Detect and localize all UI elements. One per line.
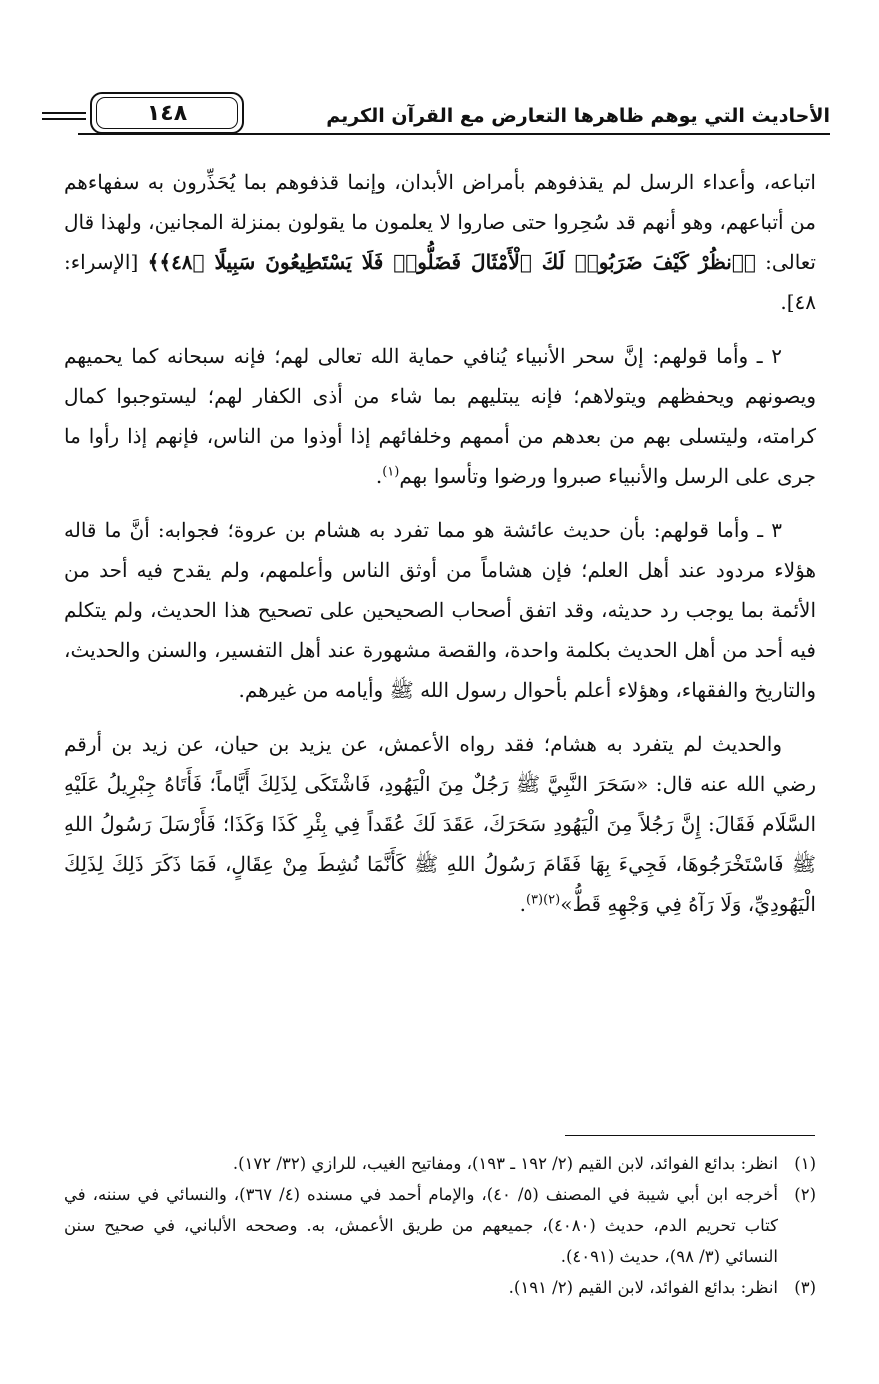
paragraph-1-text: اتباعه، وأعداء الرسل لم يقذفوهم بأمراض الأبدان، وإنما قذفوهم بما يُحَذِّرون به سفهاءهم من أتباعهم، وهو أنهم قد سُحِروا حتى صاروا لا يعلمون ما يقولون بمنزلة المجانين، ولهذا قال تعالى: bbox=[64, 170, 816, 274]
paragraph-2-end: . bbox=[375, 464, 383, 488]
paragraph-4-text: والحديث لم يتفرد به هشام؛ فقد رواه الأعمش، عن يزيد بن حيان، عن زيد بن أرقم رضي الله عنه قال: bbox=[64, 732, 816, 796]
footnote-text: أخرجه ابن أبي شيبة في المصنف (٥/ ٤٠)، والإمام أحمد في مسنده (٤/ ٣٦٧)، والنسائي في سننه، في كتاب تحريم الدم، حديث (٤٠٨٠)، جميعهم من طريق الأعمش، به. وصححه الألباني، في صحيح سنن النسائي (٣/ ٩٨)، حديث (٤٠٩١). bbox=[64, 1185, 779, 1266]
quran-verse: ﴿ٱنظُرْ كَيْفَ ضَرَبُوا۟ لَكَ ٱلْأَمْثَالَ فَضَلُّوا۟ فَلَا يَسْتَطِيعُونَ سَبِيلًا ﴿٤٨﴾﴾ bbox=[147, 250, 756, 274]
footnote-2 bbox=[64, 1179, 816, 1272]
footnote-marker-2-3[interactable]: (٢)(٣) bbox=[525, 892, 561, 908]
hadith-text: «سَحَرَ النَّبِيَّ ﷺ رَجُلٌ مِنَ الْيَهُودِ، فَاشْتَكَى لِذَلِكَ أَيَّاماً؛ فَأَتَاهُ جِبْرِيلُ عَلَيْهِ السَّلَام فَقَالَ: إِنَّ رَجُلاً مِنَ الْيَهُودِ سَحَرَكَ، عَقَدَ لَكَ عُقَداً فِي بِئْرِ كَذَا وَكَذَا؛ فَأَرْسَلَ رَسُولُ اللهِ ﷺ فَاسْتَخْرَجُوهَا، فَجِيءَ بِهَا فَقَامَ رَسُولُ اللهِ ﷺ كَأَنَّمَا نُشِطَ مِنْ عِقَالٍ، فَمَا ذَكَرَ ذَلِكَ لِذَلِكَ الْيَهُودِيِّ، وَلَا رَآهُ فِي وَجْهِهِ قَطُّ» bbox=[64, 772, 816, 916]
footnote-text: انظر: بدائع الفوائد، لابن القيم (٢/ ١٩١). bbox=[508, 1278, 778, 1297]
paragraph-2 bbox=[64, 336, 816, 496]
footnote-1 bbox=[64, 1148, 816, 1179]
page-number: ١٤٨ bbox=[96, 97, 238, 129]
footnote-separator bbox=[565, 1135, 815, 1136]
paragraph-4 bbox=[64, 724, 816, 924]
footnote-number: (٢) bbox=[794, 1185, 816, 1204]
footnote-number: (١) bbox=[794, 1154, 816, 1173]
paragraph-3 bbox=[64, 510, 816, 710]
body-text bbox=[64, 162, 816, 938]
footnote-marker-1[interactable]: (١) bbox=[382, 464, 400, 480]
running-header-title: الأحاديث التي يوهم ظاهرها التعارض مع القرآن الكريم bbox=[326, 105, 830, 127]
footnote-number: (٣) bbox=[794, 1278, 816, 1297]
footnotes bbox=[64, 1148, 816, 1303]
quran-reference: [الإسراء: ٤٨]. bbox=[64, 250, 816, 314]
header-double-rule bbox=[42, 112, 86, 120]
running-header bbox=[60, 92, 830, 142]
paragraph-4-end: . bbox=[519, 892, 526, 916]
paragraph-1 bbox=[64, 162, 816, 322]
page-number-frame bbox=[90, 92, 244, 134]
paragraph-2-text: ٢ ـ وأما قولهم: إنَّ سحر الأنبياء يُنافي حماية الله تعالى لهم؛ فإنه سبحانه كما يحميهم ويصونهم ويحفظهم ويتولاهم؛ فإنه يبتليهم بما شاء من أذى الكفار لهم؛ ليستوجبوا كمال كرامته، وليتسلى بهم من بعدهم من أممهم وخلفائهم إذا أوذوا من الناس، فإنهم إذا رأوا ما جرى على الرسل والأنبياء صبروا ورضوا وتأسوا بهم bbox=[64, 344, 816, 488]
paragraph-3-text: ٣ ـ وأما قولهم: بأن حديث عائشة هو مما تفرد به هشام بن عروة؛ فجوابه: أنَّ ما قاله هؤلاء مردود عند أهل العلم؛ فإن هشاماً من أوثق الناس وأعلمهم، ولم يقدح فيه أحد من الأئمة بما يوجب رد حديثه، وقد اتفق أصحاب الصحيحين على تصحيح هذا الحديث، ولم يتكلم فيه أحد من أهل الحديث بكلمة واحدة، والقصة مشهورة عند أهل التفسير، والسنن والحديث، والتاريخ والفقهاء، وهؤلاء أعلم بأحوال رسول الله ﷺ وأيامه من غيرهم. bbox=[64, 518, 816, 702]
footnote-3 bbox=[64, 1272, 816, 1303]
footnote-text: انظر: بدائع الفوائد، لابن القيم (٢/ ١٩٢ ـ ١٩٣)، ومفاتيح الغيب، للرازي (٣٢/ ١٧٢). bbox=[232, 1154, 778, 1173]
